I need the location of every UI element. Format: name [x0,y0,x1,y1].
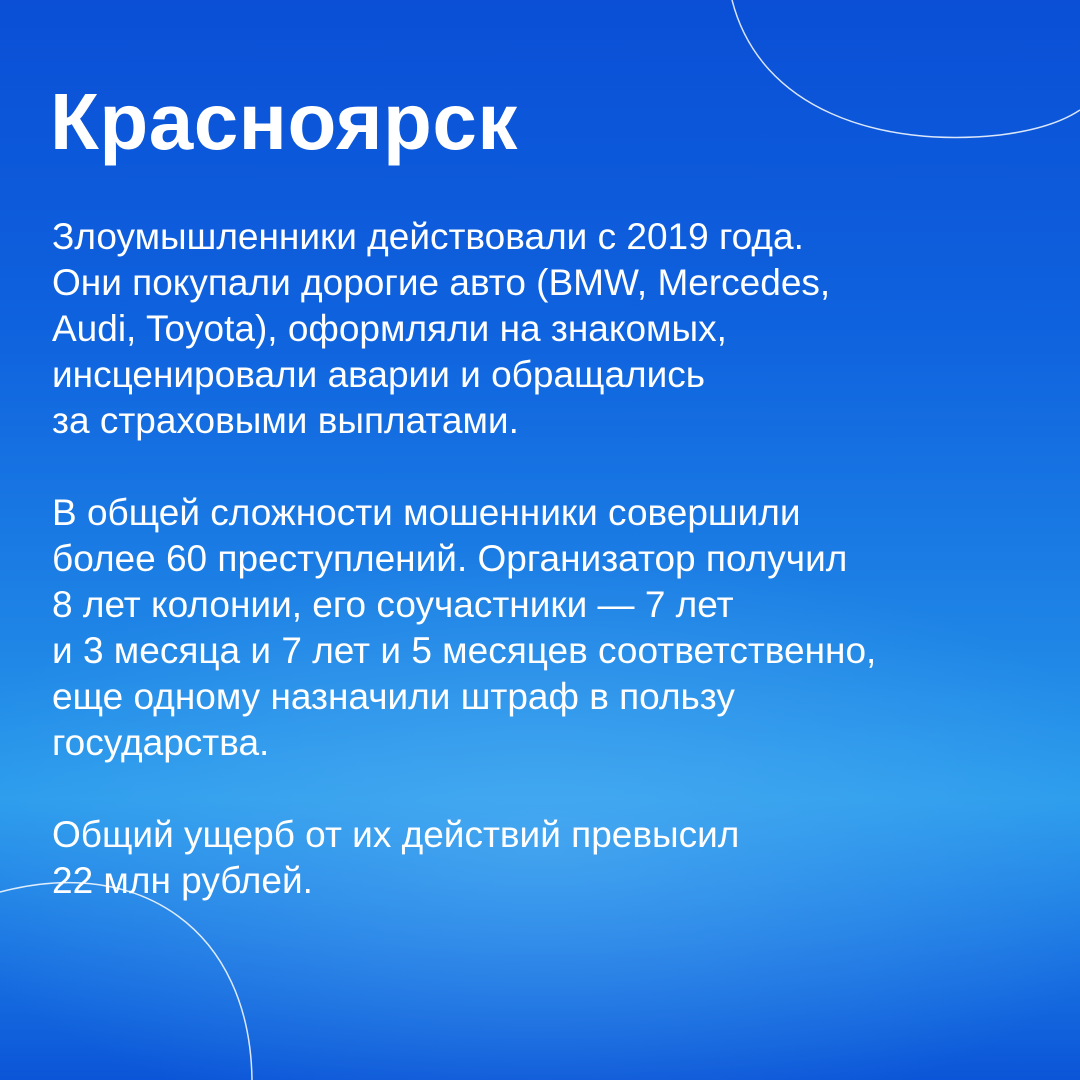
text-line: более 60 преступлений. Организатор получил [52,538,848,579]
text-line: за страховыми выплатами. [52,400,519,441]
text-line: Audi, Toyota), оформляли на знакомых, [52,308,727,349]
text-line: 8 лет колонии, его соучастники — 7 лет [52,584,734,625]
paragraph-sentence [52,490,1052,766]
text-line: Общий ущерб от их действий превысил [52,814,740,855]
top-right-arc [732,0,1080,137]
article-body [52,214,1052,950]
text-line: инсценировали аварии и обращались [52,354,706,395]
page-title: Красноярск [50,77,518,166]
text-line: еще одному назначили штраф в пользу [52,676,735,717]
text-line: 22 млн рублей. [52,860,313,901]
text-line: Злоумышленники действовали с 2019 года. [52,216,804,257]
text-line: государства. [52,722,270,763]
paragraph-scheme [52,214,1052,444]
text-line: и 3 месяца и 7 лет и 5 месяцев соответственно, [52,630,877,671]
text-line: В общей сложности мошенники совершили [52,492,801,533]
paragraph-damage [52,812,1052,904]
text-line: Они покупали дорогие авто (BMW, Mercedes, [52,262,831,303]
